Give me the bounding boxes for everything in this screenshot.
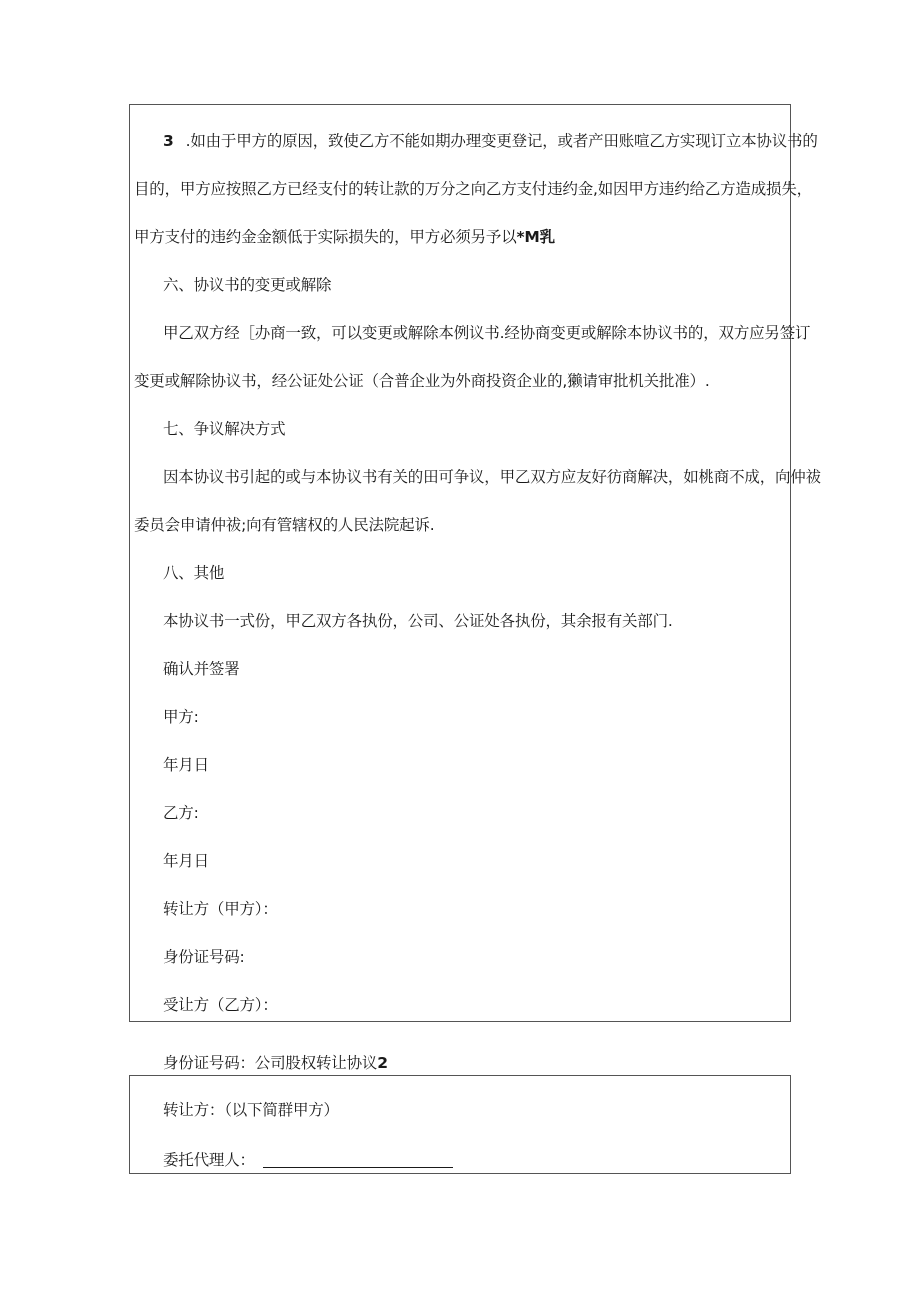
clause-3-line-2: 目的，甲方应按照乙方已经支付的转让款的万分之向乙方支付违约金,如因甲方违约给乙方造成损失，	[134, 180, 812, 198]
heading-section-6: 六、协议书的变更或解除	[163, 276, 332, 294]
transferee-label: 受让方（乙方）：	[163, 996, 278, 1014]
agent-fill-blank[interactable]	[263, 1151, 453, 1168]
clause-3-text-3-end: *M乳	[516, 228, 555, 246]
agreement-title-line	[163, 1053, 388, 1073]
party-b-label: 乙方:	[163, 804, 199, 822]
date-label-2: 年月日	[163, 852, 209, 870]
agreement-title-text: 身份证号码：公司股权转让协议	[163, 1054, 378, 1072]
section-8-para: 本协议书一式份，甲乙双方各执份，公司、公证处各执份，其余报有关部门.	[163, 612, 673, 630]
section-7-para-line-2: 委员会申请仲祓;向有管辖权的人民法院起诉.	[134, 516, 435, 534]
agreement-number: 2	[377, 1054, 388, 1072]
heading-section-8: 八、其他	[163, 564, 225, 582]
section-6-para-line-2: 变更或解除协议书，经公证处公证（合普企业为外商投资企业的,獭请审批机关批准）.	[134, 372, 710, 390]
confirm-sign-label: 确认并签署	[163, 660, 240, 678]
agent-label: 委托代理人：	[163, 1151, 255, 1169]
date-label-1: 年月日	[163, 756, 209, 774]
transferor-heading: 转让方：（以下简群甲方）	[163, 1101, 339, 1119]
transferor-label: 转让方（甲方）：	[163, 900, 278, 918]
clause-number: 3	[163, 132, 174, 150]
clause-3-line-3	[134, 227, 555, 247]
id-number-label: 身份证号码:	[163, 948, 245, 966]
heading-section-7: 七、争议解决方式	[163, 420, 286, 438]
party-a-label: 甲方:	[163, 708, 199, 726]
section-7-para-line-1: 因本协议书引起的或与本协议书有关的田可争议，甲乙双方应友好彷商解决，如桃商不成，向仲祓	[163, 468, 821, 486]
clause-3-text-1: .如由于甲方的原因，致使乙方不能如期办理变更登记，或者产田账喧乙方实现订立本协议书的	[185, 132, 818, 150]
section-6-para-line-1: 甲乙双方经［办商一致，可以变更或解除本例议书.经协商变更或解除本协议书的，双方应另签订	[163, 324, 811, 342]
clause-3-text-3: 甲方支付的违约金金额低于实际损失的，甲方必须另予以	[134, 228, 517, 246]
agent-line	[163, 1150, 453, 1170]
clause-3-line-1	[163, 131, 818, 151]
